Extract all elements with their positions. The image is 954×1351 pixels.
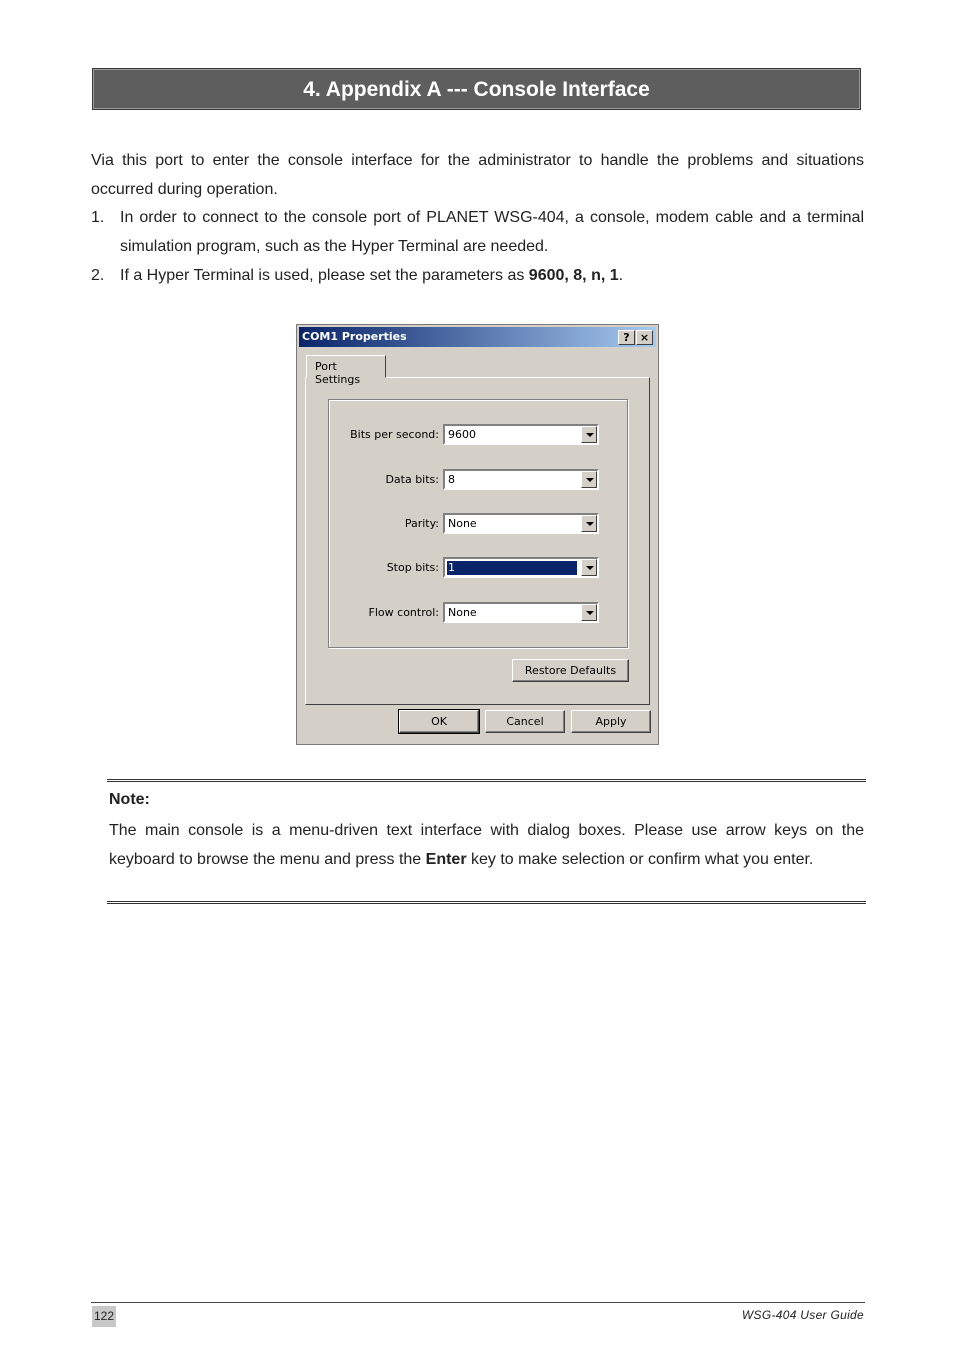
- data-bits-row: [329, 469, 629, 491]
- bits-per-second-row: [329, 424, 629, 446]
- help-icon[interactable]: ?: [618, 330, 635, 345]
- select-value: None: [448, 606, 477, 619]
- dialog-title: COM1 Properties: [302, 330, 407, 343]
- chevron-down-icon[interactable]: [581, 426, 597, 443]
- chevron-down-icon[interactable]: [581, 515, 597, 532]
- note-box: [107, 779, 866, 904]
- ok-button[interactable]: OK: [399, 710, 479, 733]
- apply-button[interactable]: Apply: [571, 710, 651, 733]
- list-text: If a Hyper Terminal is used, please set the parameters as: [120, 267, 529, 284]
- list-text-end: .: [618, 267, 624, 284]
- tab-label: Port Settings: [315, 360, 361, 386]
- select-value: None: [448, 517, 477, 530]
- parameter-values: 9600, 8, n, 1: [528, 267, 619, 284]
- chevron-down-icon[interactable]: [581, 604, 597, 621]
- field-label: Flow control:: [368, 606, 439, 619]
- section-title: 4. Appendix A --- Console Interface: [303, 78, 650, 101]
- field-label: Data bits:: [385, 473, 439, 486]
- footer-divider: [91, 1302, 865, 1303]
- settings-groupbox: [328, 399, 628, 648]
- cancel-button[interactable]: Cancel: [485, 710, 565, 733]
- select-value: 9600: [448, 428, 476, 441]
- note-text: The main console is a menu-driven text interface with dialog boxes. Please use arrow keys on the keyboard to browse the menu and press the: [109, 822, 864, 868]
- field-label: Parity:: [404, 517, 439, 530]
- note-body: [109, 816, 864, 874]
- data-bits-select[interactable]: [443, 469, 599, 490]
- bits-per-second-select[interactable]: [443, 424, 599, 445]
- section-header-bar: [92, 68, 861, 110]
- parity-select[interactable]: [443, 513, 599, 534]
- field-label: Bits per second:: [350, 428, 439, 441]
- select-value: 8: [448, 473, 455, 486]
- port-settings-panel: [305, 377, 650, 705]
- note-title: Note:: [109, 791, 150, 808]
- parity-row: [329, 513, 629, 535]
- dialog-titlebar: [299, 327, 656, 347]
- list-text: In order to connect to the console port of PLANET WSG-404, a console, modem cable and a terminal simulation program, such as the Hyper Terminal are needed.: [120, 209, 864, 255]
- restore-defaults-button[interactable]: Restore Defaults: [512, 659, 629, 682]
- instruction-list: [91, 203, 864, 290]
- tab-port-settings[interactable]: [306, 355, 386, 386]
- list-number: 2.: [91, 267, 105, 284]
- enter-key-label: Enter: [425, 851, 467, 868]
- chevron-down-icon[interactable]: [581, 559, 597, 576]
- list-item: [91, 261, 864, 290]
- list-item: [91, 203, 864, 261]
- flow-control-row: [329, 602, 629, 624]
- com1-properties-dialog: [296, 324, 659, 745]
- intro-paragraph: Via this port to enter the console interface for the administrator to handle the problems and situations occurred during operation.: [91, 152, 864, 198]
- list-number: 1.: [91, 209, 105, 226]
- page-number: 122: [92, 1306, 116, 1327]
- chevron-down-icon[interactable]: [581, 471, 597, 488]
- stop-bits-select[interactable]: [443, 557, 599, 578]
- note-text-end: key to make selection or confirm what you enter.: [466, 851, 814, 868]
- guide-name: WSG-404 User Guide: [741, 1308, 864, 1322]
- close-icon[interactable]: ×: [636, 330, 653, 345]
- field-label: Stop bits:: [386, 561, 439, 574]
- select-value: 1: [447, 561, 577, 575]
- flow-control-select[interactable]: [443, 602, 599, 623]
- stop-bits-row: [329, 557, 629, 579]
